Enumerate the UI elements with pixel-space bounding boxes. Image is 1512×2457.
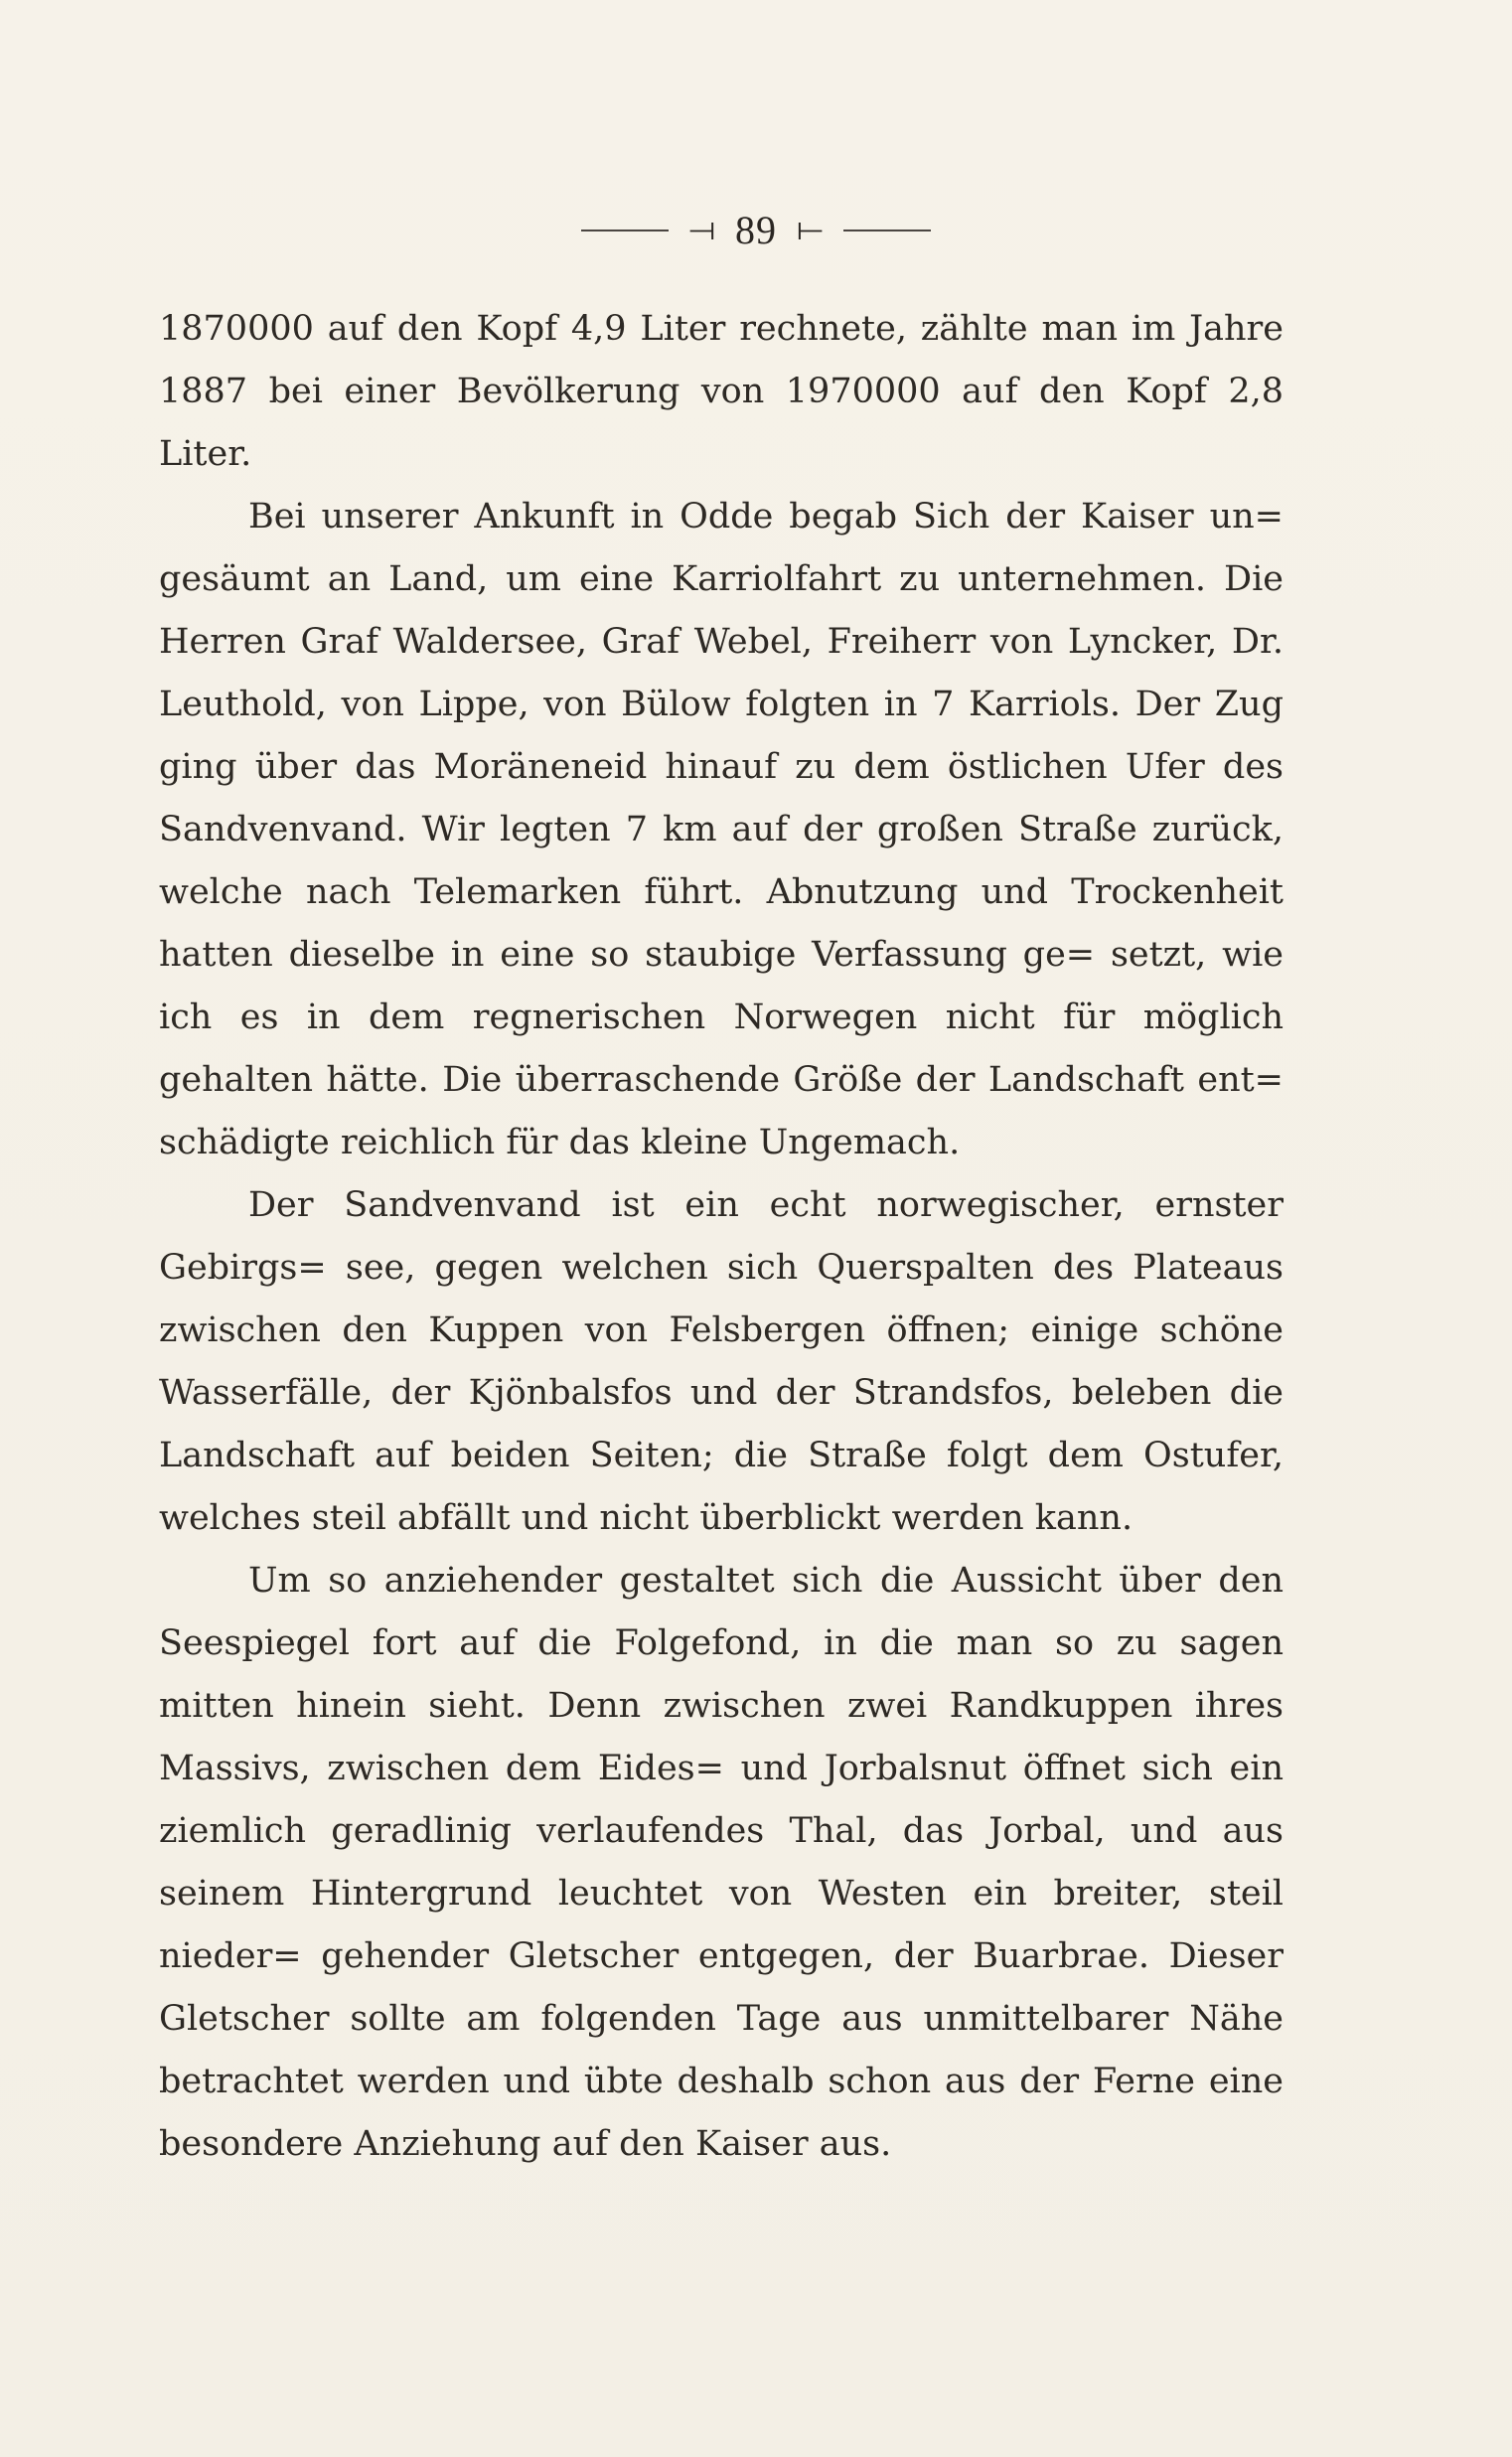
- body-text: [159, 298, 1284, 2176]
- paragraph-2: Bei unserer Ankunft in Odde begab Sich der Kaiser un= gesäumt an Land, um eine Karriolfahrt zu unternehmen. Die Herren Graf Waldersee, Graf Webel, Freiherr von Lyncker, Dr. Leuthold, von Lippe, von Bülow folgten in 7 Karriols. Der Zug ging über das Moräneneid hinauf zu dem östlichen Ufer des Sandvenvand. Wir legten 7 km auf der großen Straße zurück, welche nach Telemarken führt. Abnutzung und Trockenheit hatten dieselbe in eine so staubige Verfassung ge= setzt, wie ich es in dem regnerischen Norwegen nicht für möglich gehalten hätte. Die überraschende Größe der Landschaft ent= schädigte reichlich für das kleine Ungemach.: [159, 497, 1284, 1162]
- header-rule-left: [581, 230, 669, 231]
- paragraph-3: Der Sandvenvand ist ein echt norwegischer, ernster Gebirgs= see, gegen welchen sich Querspalten des Plateaus zwischen den Kuppen von Felsbergen öffnen; einige schöne Wasserfälle, der Kjönbalsfos und der Strandsfos, beleben die Landschaft auf beiden Seiten; die Straße folgt dem Ostufer, welches steil abfällt und nicht überblickt werden kann.: [159, 1185, 1284, 1538]
- header-ornament-left: ⟞: [688, 209, 715, 247]
- page-number: 89: [735, 208, 777, 252]
- page-header: [0, 207, 1512, 253]
- header-ornament-right: ⟝: [797, 209, 824, 247]
- paragraph-1: 1870000 auf den Kopf 4,9 Liter rechnete, zählte man im Jahre 1887 bei einer Bevölkerung von 1970000 auf den Kopf 2,8 Liter.: [159, 309, 1284, 474]
- header-rule-right: [843, 230, 931, 231]
- paragraph-4: Um so anziehender gestaltet sich die Aussicht über den Seespiegel fort auf die Folgefond, in die man so zu sagen mitten hinein sieht. Denn zwischen zwei Randkuppen ihres Massivs, zwischen dem Eides= und Jorbalsnut öffnet sich ein ziemlich geradlinig verlaufendes Thal, das Jorbal, und aus seinem Hintergrund leuchtet von Westen ein breiter, steil nieder= gehender Gletscher entgegen, der Buarbrae. Dieser Gletscher sollte am folgenden Tage aus unmittelbarer Nähe betrachtet werden und übte deshalb schon aus der Ferne eine besondere Anziehung auf den Kaiser aus.: [159, 1561, 1284, 2164]
